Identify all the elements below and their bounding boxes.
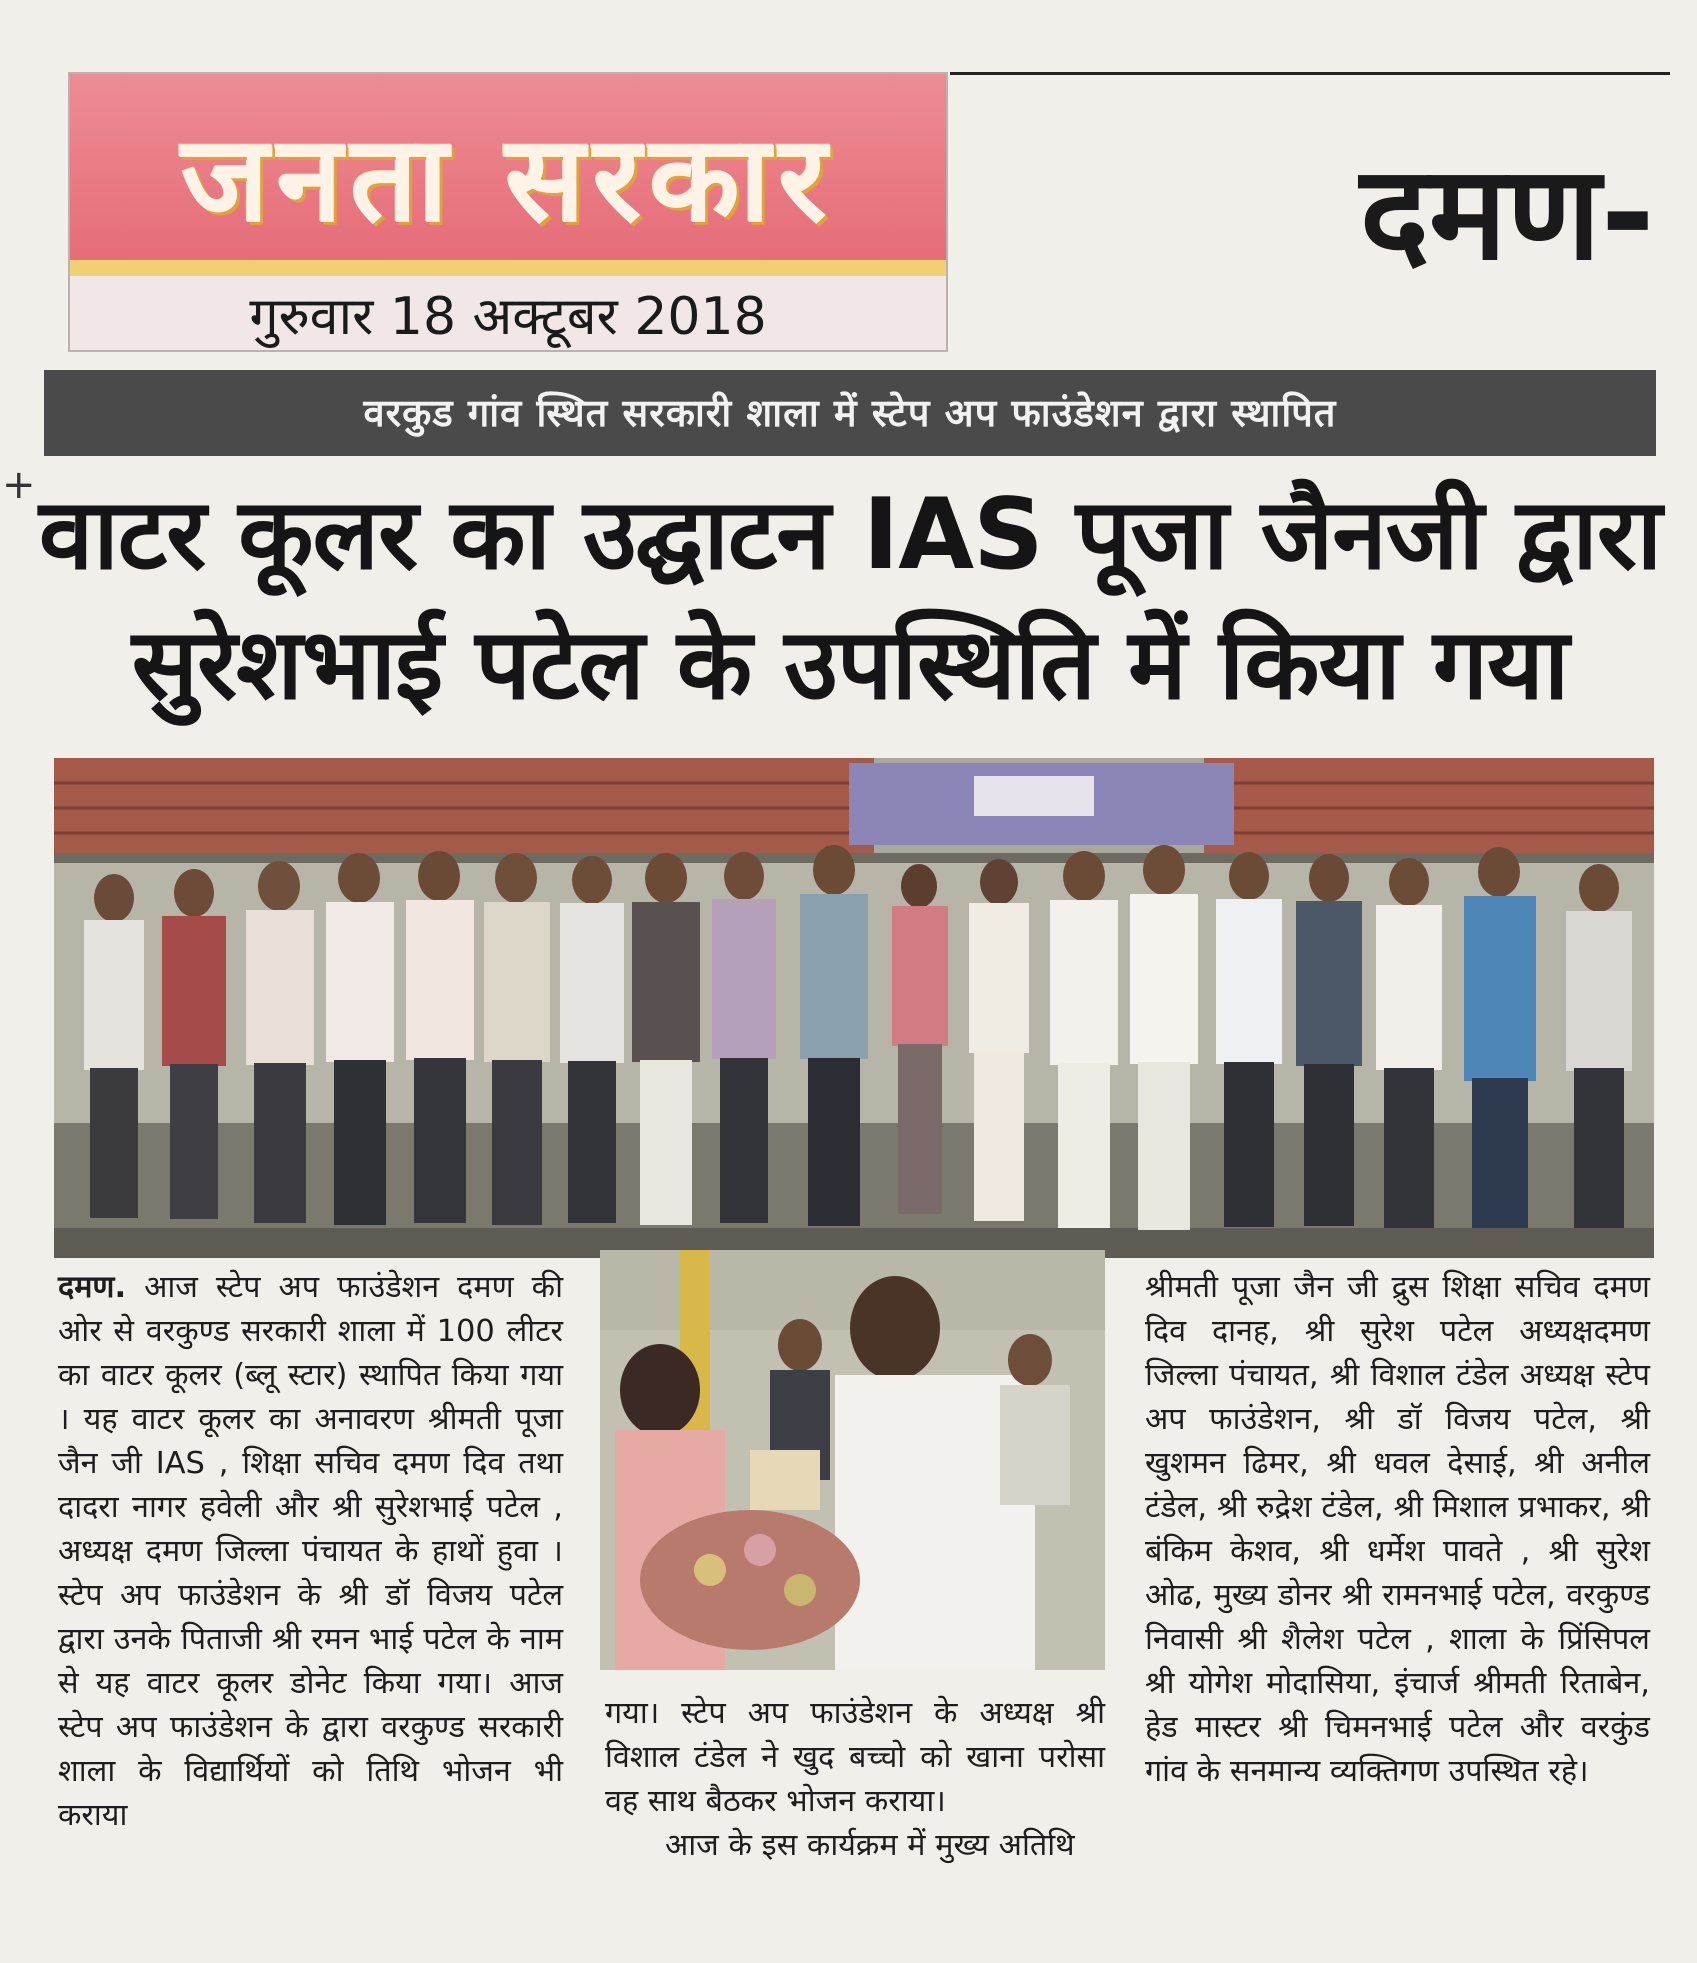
article-column-2-continued: आज के इस कार्यक्रम में मुख्य अतिथि	[665, 1828, 1075, 1863]
crop-mark: +	[2, 462, 36, 508]
newspaper-title: जनता सरकार	[181, 110, 835, 248]
group-photo	[54, 758, 1654, 1258]
article-column-1	[58, 1266, 563, 1838]
kicker-band: वरकुड गांव स्थित सरकारी शाला में स्टेप अप फाउंडेशन द्वारा स्थापित	[44, 370, 1656, 456]
dateline: दमण.	[58, 1270, 127, 1305]
headline-line-1: वाटर कूलर का उद्घाटन IAS पूजा जैनजी द्वारा	[38, 478, 1662, 592]
masthead-stripe	[70, 260, 946, 276]
group-photo-illustration	[54, 758, 1654, 1258]
article-column-1-text: आज स्टेप अप फाउंडेशन दमण की ओर से वरकुण्ड सरकारी शाला में 100 लीटर का वाटर कूलर (ब्लू स्टार) स्थापित किया गया । यह वाटर कूलर का अनावरण श्रीमती पूजा जैन जी IAS , शिक्षा सचिव दमण दिव तथा दादरा नागर हवेली और श्री सुरेशभाई पटेल , अध्यक्ष दमण जिल्ला पंचायत के हाथों हुवा । स्टेप अप फाउंडेशन के श्री डॉ विजय पटेल द्वारा उनके पिताजी श्री रमन भाई पटेल के नाम से यह वाटर कूलर डोनेट किया गया। आज स्टेप अप फाउंडेशन के द्वारा वरकुण्ड सरकारी शाला के विद्यार्थियों को तिथि भोजन भी कराया	[58, 1270, 563, 1833]
inauguration-photo	[600, 1250, 1105, 1670]
article-column-2-text: गया। स्टेप अप फाउंडेशन के अध्यक्ष श्री विशाल टंडेल ने खुद बच्चो को खाना परोसा वह साथ बैठकर भोजन कराया।	[605, 1696, 1105, 1819]
masthead	[68, 72, 948, 352]
header-rule	[950, 72, 1670, 75]
issue-date: गुरुवार 18 अक्टूबर 2018	[249, 287, 767, 347]
article-column-3: श्रीमती पूजा जैन जी द्रुस शिक्षा सचिव दमण दिव दानह, श्री सुरेश पटेल अध्यक्षदमण जिल्ला पंचायत, श्री विशाल टंडेल अध्यक्ष स्टेप अप फाउंडेशन, श्री डॉ विजय पटेल, श्री खुशमन ढिमर, श्री धवल देसाई, श्री अनील टंडेल, श्री रुद्रेश टंडेल, श्री मिशाल प्रभाकर, श्री बंकिम केशव, श्री धर्मेश पावते , श्री सुरेश ओढ, मुख्य डोनर श्री रामनभाई पटेल, वरकुण्ड निवासी श्री शैलेश पटेल , शाला के प्रिंसिपल श्री योगेश मोदासिया, इंचार्ज श्रीमती रिताबेन, हेड मास्टर श्री चिमनभाई पटेल और वरकुंड गांव के सनमान्य व्यक्तिगण उपस्थित रहे।	[1145, 1270, 1650, 1789]
section-place-banner: दमण-	[1360, 137, 1655, 289]
headline	[30, 470, 1670, 730]
inauguration-photo-illustration	[600, 1250, 1105, 1670]
headline-line-2: सुरेशभाई पटेल के उपस्थिति में किया गया	[131, 608, 1569, 722]
